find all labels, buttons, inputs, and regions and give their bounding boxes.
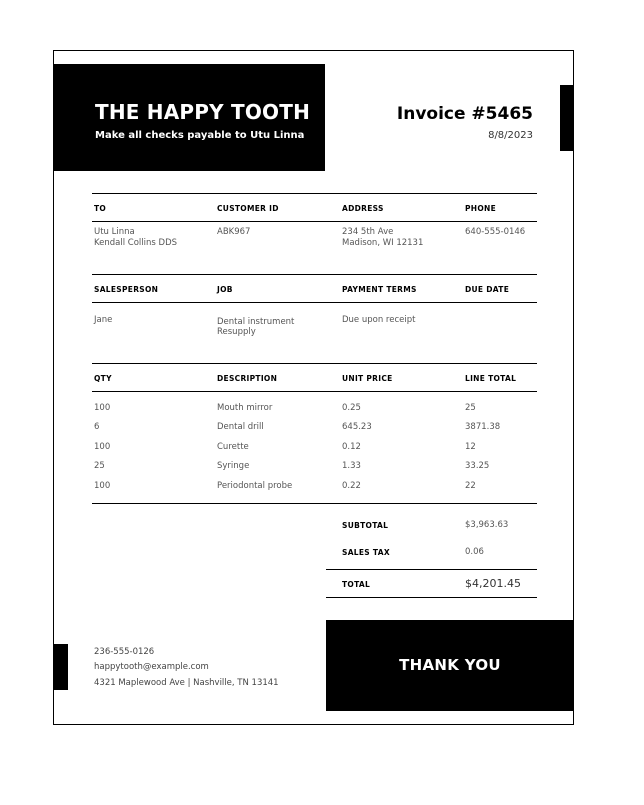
description-cell: Dental drill: [217, 422, 264, 432]
line-total-cell: 12: [465, 442, 476, 452]
header-payment-terms: PAYMENT TERMS: [342, 285, 417, 294]
address-line-1: 234 5th Ave: [342, 227, 394, 237]
divider: [326, 597, 537, 598]
header-job: JOB: [217, 285, 233, 294]
sales-tax-value: 0.06: [465, 547, 484, 557]
invoice-title: Invoice #5465: [396, 104, 533, 124]
header-phone: PHONE: [465, 204, 497, 213]
header-address: ADDRESS: [342, 204, 384, 213]
divider: [92, 274, 537, 275]
qty-cell: 100: [94, 442, 111, 452]
invoice-date: 8/8/2023: [488, 130, 533, 141]
to-company: Kendall Collins DDS: [94, 238, 178, 248]
divider: [92, 193, 537, 194]
unit-price-cell: 0.22: [342, 481, 361, 491]
sales-tax-label: SALES TAX: [342, 548, 390, 557]
company-name: THE HAPPY TOOTH: [95, 100, 311, 124]
divider: [92, 363, 537, 364]
job-line-2: Resupply: [217, 327, 256, 337]
line-total-cell: 33.25: [465, 461, 490, 471]
header-salesperson: SALESPERSON: [94, 285, 159, 294]
subtotal-value: $3,963.63: [465, 520, 509, 530]
divider: [92, 302, 537, 303]
header-to: TO: [94, 204, 107, 213]
qty-cell: 6: [94, 422, 100, 432]
qty-cell: 100: [94, 403, 111, 413]
unit-price-cell: 1.33: [342, 461, 361, 471]
divider: [92, 221, 537, 222]
line-total-cell: 22: [465, 481, 476, 491]
payment-terms-value: Due upon receipt: [342, 315, 416, 325]
decorative-tab-left: [54, 644, 68, 690]
subtotal-label: SUBTOTAL: [342, 521, 389, 530]
header-due-date: DUE DATE: [465, 285, 510, 294]
description-cell: Periodontal probe: [217, 481, 293, 491]
footer-phone: 236-555-0126: [94, 647, 155, 657]
unit-price-cell: 0.25: [342, 403, 361, 413]
header-customer-id: CUSTOMER ID: [217, 204, 279, 213]
header-line-total: LINE TOTAL: [465, 374, 517, 383]
payable-note: Make all checks payable to Utu Linna: [95, 130, 305, 141]
job-line-1: Dental instrument: [217, 317, 295, 327]
qty-cell: 25: [94, 461, 105, 471]
header-qty: QTY: [94, 374, 112, 383]
header-unit-price: UNIT PRICE: [342, 374, 393, 383]
header-block: [54, 64, 325, 171]
divider: [92, 391, 537, 392]
thank-you-block: [326, 620, 574, 711]
salesperson-value: Jane: [94, 315, 113, 325]
footer-address: 4321 Maplewood Ave | Nashville, TN 13141: [94, 678, 279, 688]
unit-price-cell: 645.23: [342, 422, 372, 432]
description-cell: Mouth mirror: [217, 403, 273, 413]
line-total-cell: 25: [465, 403, 476, 413]
header-description: DESCRIPTION: [217, 374, 278, 383]
customer-id-value: ABK967: [217, 227, 251, 237]
total-value: $4,201.45: [465, 577, 521, 590]
thank-you-text: THANK YOU: [399, 656, 501, 674]
invoice-page: [53, 50, 574, 725]
divider: [326, 569, 537, 570]
footer-email: happytooth@example.com: [94, 662, 209, 672]
decorative-tab-right: [560, 85, 574, 151]
unit-price-cell: 0.12: [342, 442, 361, 452]
address-line-2: Madison, WI 12131: [342, 238, 424, 248]
description-cell: Curette: [217, 442, 249, 452]
qty-cell: 100: [94, 481, 111, 491]
divider: [92, 503, 537, 504]
to-name: Utu Linna: [94, 227, 135, 237]
line-total-cell: 3871.38: [465, 422, 501, 432]
total-label: TOTAL: [342, 580, 371, 589]
phone-value: 640-555-0146: [465, 227, 526, 237]
description-cell: Syringe: [217, 461, 250, 471]
